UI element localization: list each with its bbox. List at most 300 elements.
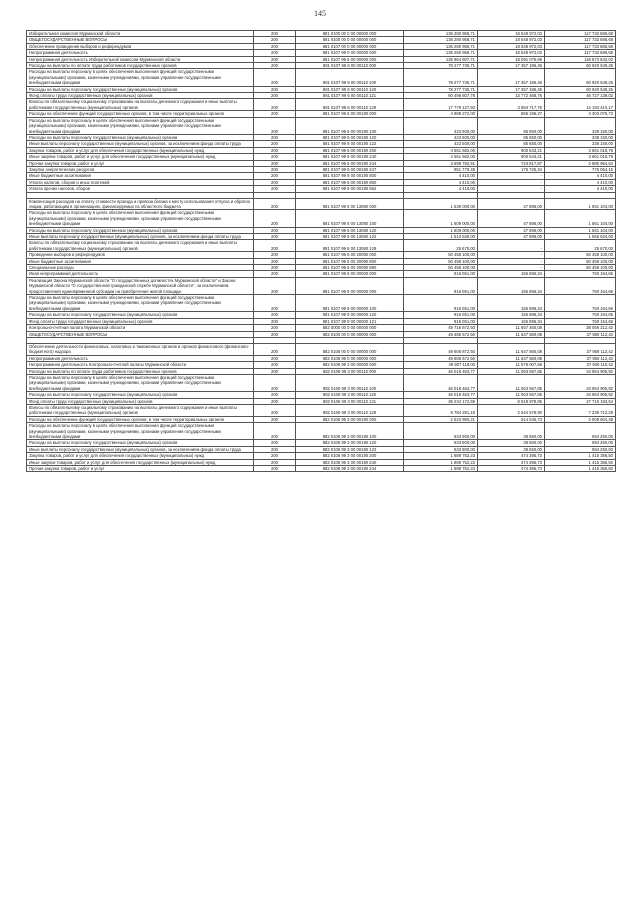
classification-code-cell: 881 0100 00 0 00 00000 000 xyxy=(296,37,404,43)
line-code-cell: 200 xyxy=(254,210,296,227)
classification-code-cell: 881 0107 99 6 00 00190 200 xyxy=(296,147,404,153)
expense-name-cell: Непрограммная деятельность Контрольно-счетной палаты Мурманской области xyxy=(27,362,254,368)
classification-code-cell: 881 0107 99 0 00 00000 000 xyxy=(296,50,404,56)
line-code-cell: 200 xyxy=(254,134,296,140)
approved-amount-cell: 951 779,49 xyxy=(404,166,478,172)
expense-name-cell: Расходы на выплаты персоналу государственных (муниципальных) органов xyxy=(27,392,254,398)
remaining-amount-cell: 46 727 139,02 xyxy=(545,93,616,99)
remaining-amount-cell: 338 150,00 xyxy=(545,117,616,134)
classification-code-cell: 882 0106 99 3 00 00190 100 xyxy=(296,423,404,440)
classification-code-cell: 881 0107 99 9 00 00000 121 xyxy=(296,318,404,324)
remaining-amount-cell: 14 193 410,17 xyxy=(545,99,616,111)
approved-amount-cell: 1 613 530,00 xyxy=(404,234,478,240)
approved-amount-cell: 4 410,00 xyxy=(404,173,478,179)
line-code-cell: 200 xyxy=(254,154,296,160)
remaining-amount-cell: 117 733 886,68 xyxy=(545,31,616,37)
expense-name-cell: Расходы на выплаты персоналу в целях обеспечения выполнения функций государственными (муниципальными) органами, казенными учреждениями, органами управления государственными внебюджетными фондами xyxy=(27,69,254,86)
classification-code-cell: 881 0107 99 6 00 00190 100 xyxy=(296,117,404,134)
expense-name-cell: Избирательная комиссия Мурманской области xyxy=(27,31,254,37)
line-code-cell: 200 xyxy=(254,362,296,368)
approved-amount-cell: 50 458 100,00 xyxy=(404,252,478,258)
line-code-cell: 200 xyxy=(254,459,296,465)
expense-name-cell: Фонд оплаты труда государственных (муниципальных) органов xyxy=(27,318,254,324)
approved-amount-cell: 1 889 752,23 xyxy=(404,459,478,465)
expense-name-cell: Непрограммная деятельность xyxy=(27,50,254,56)
approved-amount-cell: 49 606 672,50 xyxy=(404,355,478,361)
approved-amount-cell: 136 280 958,71 xyxy=(404,50,478,56)
executed-amount-cell: 155 896,34 xyxy=(478,271,545,277)
expense-name-cell: Взносы по обязательному социальному страхованию на выплаты денежного содержания и иные выплаты работникам государственных (муниципальных) органов xyxy=(27,404,254,416)
classification-code-cell: 881 0107 99 6 00 00190 247 xyxy=(296,166,404,172)
line-code-cell: 200 xyxy=(254,446,296,452)
executed-amount-cell: 18 548 972,03 xyxy=(478,43,545,49)
executed-amount-cell: 47 896,00 xyxy=(478,234,545,240)
remaining-amount-cell: 25 670,00 xyxy=(545,240,616,252)
table-row xyxy=(27,210,616,227)
remaining-amount-cell: 50 458 100,00 xyxy=(545,265,616,271)
table-row xyxy=(27,295,616,312)
line-code-cell: 200 xyxy=(254,398,296,404)
budget-table xyxy=(26,30,616,472)
remaining-amount-cell: 594 250,00 xyxy=(545,440,616,446)
classification-code-cell: 881 0100 00 0 00 00000 000 xyxy=(296,31,404,37)
executed-amount-cell: 900 543,21 xyxy=(478,147,545,153)
remaining-amount-cell: 4 410,00 xyxy=(545,179,616,185)
expense-name-cell: Проведение выборов и референдумов xyxy=(27,252,254,258)
remaining-amount-cell: 338 150,00 xyxy=(545,134,616,140)
table-row xyxy=(27,99,616,111)
executed-amount-cell: 13 772 468,76 xyxy=(478,93,545,99)
budget-table-body xyxy=(27,31,616,472)
classification-code-cell: 882 0106 99 3 00 00110 129 xyxy=(296,404,404,416)
line-code-cell: 200 xyxy=(254,258,296,264)
remaining-amount-cell: 760 154,66 xyxy=(545,271,616,277)
executed-amount-cell: - xyxy=(478,179,545,185)
classification-code-cell: 881 0107 99 6 00 00110 100 xyxy=(296,69,404,86)
classification-code-cell: 881 0107 99 6 00 00110 121 xyxy=(296,93,404,99)
remaining-amount-cell: 2 009 604,48 xyxy=(545,416,616,422)
approved-amount-cell: 1 609 000,00 xyxy=(404,210,478,227)
executed-amount-cell: - xyxy=(478,240,545,252)
approved-amount-cell: 3 699 782,51 xyxy=(404,160,478,166)
approved-amount-cell: 1 889 752,23 xyxy=(404,453,478,459)
line-code-cell: 200 xyxy=(254,69,296,86)
line-code-cell: 200 xyxy=(254,453,296,459)
expense-name-cell: Контрольно-счетная палата Мурманской области xyxy=(27,325,254,331)
expense-name-cell: Иные бюджетные ассигнования xyxy=(27,173,254,179)
expense-name-cell: Расходы на выплаты персоналу государственных (муниципальных) органов xyxy=(27,312,254,318)
remaining-amount-cell: 4 410,00 xyxy=(545,186,616,192)
classification-code-cell: 881 0107 99 6 00 20090 000 xyxy=(296,252,404,258)
classification-code-cell: 882 0106 99 3 00 00110 000 xyxy=(296,368,404,374)
expense-name-cell: Расходы на выплаты персоналу в целях обеспечения выполнения функций государственными (муниципальными) органами, казенными учреждениями, органами управления государственными внебюджетными фондами xyxy=(27,117,254,134)
table-row xyxy=(27,466,616,472)
executed-amount-cell: 17 357 186,46 xyxy=(478,86,545,92)
remaining-amount-cell: 594 250,00 xyxy=(545,423,616,440)
approved-amount-cell: 916 051,00 xyxy=(404,271,478,277)
expense-name-cell: Обеспечение проведения выборов и референдумов xyxy=(27,43,254,49)
table-row xyxy=(27,117,616,134)
line-code-cell: 200 xyxy=(254,198,296,210)
executed-amount-cell: 474 395,73 xyxy=(478,466,545,472)
executed-amount-cell: 11 063 557,85 xyxy=(478,374,545,391)
executed-amount-cell: 474 395,73 xyxy=(478,453,545,459)
remaining-amount-cell: 1 565 634,00 xyxy=(545,234,616,240)
line-code-cell: 200 xyxy=(254,331,296,337)
approved-amount-cell: 36 234 172,59 xyxy=(404,398,478,404)
expense-name-cell: Расходы на обеспечение функций государственных органов, в том числе территориальных органов xyxy=(27,416,254,422)
approved-amount-cell: 916 051,00 xyxy=(404,318,478,324)
classification-code-cell: 881 0107 99 9 00 00000 000 xyxy=(296,277,404,294)
approved-amount-cell: 916 051,00 xyxy=(404,277,478,294)
executed-amount-cell: 17 357 186,46 xyxy=(478,69,545,86)
executed-amount-cell: 514 045,73 xyxy=(478,416,545,422)
expense-name-cell: Фонд оплаты труда государственных (муниципальных) органов xyxy=(27,398,254,404)
remaining-amount-cell: 37 930 110,42 xyxy=(545,362,616,368)
classification-code-cell: 882 0106 99 3 00 00110 121 xyxy=(296,398,404,404)
executed-amount-cell: 47 896,00 xyxy=(478,210,545,227)
expense-name-cell: ОБЩЕГОСУДАРСТВЕННЫЕ ВОПРОСЫ xyxy=(27,37,254,43)
classification-code-cell: 881 0107 99 6 00 13080 120 xyxy=(296,227,404,233)
classification-code-cell: 881 0107 99 6 00 00110 120 xyxy=(296,86,404,92)
approved-amount-cell: 4 561 562,00 xyxy=(404,154,478,160)
executed-amount-cell: 155 896,34 xyxy=(478,312,545,318)
classification-code-cell: 881 0107 99 6 00 13080 100 xyxy=(296,210,404,227)
executed-amount-cell: 11 647 560,08 xyxy=(478,331,545,337)
executed-amount-cell: 39 650,00 xyxy=(478,423,545,440)
remaining-amount-cell: 338 150,00 xyxy=(545,141,616,147)
approved-amount-cell: 423 500,00 xyxy=(404,117,478,134)
classification-code-cell: 881 0107 99 6 00 00190 240 xyxy=(296,154,404,160)
approved-amount-cell: 4 410,00 xyxy=(404,186,478,192)
remaining-amount-cell: 760 154,66 xyxy=(545,277,616,294)
executed-amount-cell: 155 896,34 xyxy=(478,277,545,294)
remaining-amount-cell: 3 661 018,79 xyxy=(545,147,616,153)
executed-amount-cell: 900 543,21 xyxy=(478,154,545,160)
line-code-cell: 200 xyxy=(254,374,296,391)
classification-code-cell: 882 0106 00 0 00 00000 000 xyxy=(296,343,404,355)
approved-amount-cell: 916 051,00 xyxy=(404,312,478,318)
expense-name-cell: Расходы на выплаты по оплате труда работников государственных органов xyxy=(27,63,254,69)
expense-name-cell: Расходы на выплаты персоналу государственных (муниципальных) органов xyxy=(27,227,254,233)
approved-amount-cell: 49 486 672,50 xyxy=(404,331,478,337)
classification-code-cell: 881 0107 99 6 00 00190 800 xyxy=(296,173,404,179)
classification-code-cell: 882 0106 99 3 00 00110 120 xyxy=(296,392,404,398)
executed-amount-cell: 155 896,34 xyxy=(478,295,545,312)
classification-code-cell: 882 0106 99 3 00 00000 000 xyxy=(296,362,404,368)
expense-name-cell: Иные бюджетные ассигнования xyxy=(27,258,254,264)
line-code-cell: 200 xyxy=(254,179,296,185)
classification-code-cell: 881 0107 99 6 00 00190 000 xyxy=(296,111,404,117)
remaining-amount-cell: 37 959 112,42 xyxy=(545,331,616,337)
remaining-amount-cell: 1 561 104,00 xyxy=(545,227,616,233)
line-code-cell: 200 xyxy=(254,271,296,277)
executed-amount-cell: 155 896,34 xyxy=(478,318,545,324)
approved-amount-cell: 17 779 127,93 xyxy=(404,99,478,111)
executed-amount-cell: 11 647 560,08 xyxy=(478,343,545,355)
executed-amount-cell: 47 896,00 xyxy=(478,198,545,210)
executed-amount-cell: 18 091 075,69 xyxy=(478,56,545,62)
expense-name-cell: Уплата налогов, сборов и иных платежей xyxy=(27,179,254,185)
expense-name-cell: Прочая закупка товаров, работ и услуг xyxy=(27,160,254,166)
line-code-cell: 200 xyxy=(254,186,296,192)
line-code-cell: 200 xyxy=(254,111,296,117)
executed-amount-cell: 85 650,00 xyxy=(478,134,545,140)
classification-code-cell: 882 0106 99 3 00 00110 100 xyxy=(296,374,404,391)
remaining-amount-cell: 118 873 532,02 xyxy=(545,56,616,62)
expense-name-cell: Специальные расходы xyxy=(27,265,254,271)
remaining-amount-cell: 34 954 905,92 xyxy=(545,392,616,398)
approved-amount-cell: 916 051,00 xyxy=(404,295,478,312)
approved-amount-cell: 1 639 000,00 xyxy=(404,198,478,210)
executed-amount-cell: - xyxy=(478,173,545,179)
classification-code-cell: 881 0107 99 9 00 00000 100 xyxy=(296,295,404,312)
remaining-amount-cell: 775 054,15 xyxy=(545,166,616,172)
remaining-amount-cell: 2 885 964,64 xyxy=(545,160,616,166)
expense-name-cell: Расходы на выплаты персоналу в целях обеспечения выполнения функций государственными (муниципальными) органами, казенными учреждениями, органами управления государственными внебюджетными фондами xyxy=(27,374,254,391)
line-code-cell: 200 xyxy=(254,86,296,92)
line-code-cell: 200 xyxy=(254,318,296,324)
approved-amount-cell: 50 458 100,00 xyxy=(404,258,478,264)
classification-code-cell: 881 0107 99 6 00 00110 000 xyxy=(296,63,404,69)
remaining-amount-cell: 37 959 112,42 xyxy=(545,343,616,355)
line-code-cell: 200 xyxy=(254,343,296,355)
approved-amount-cell: 633 900,00 xyxy=(404,446,478,452)
approved-amount-cell: 78 277 735,71 xyxy=(404,63,478,69)
approved-amount-cell: 50 458 100,00 xyxy=(404,265,478,271)
approved-amount-cell: 136 280 958,71 xyxy=(404,43,478,49)
line-code-cell: 200 xyxy=(254,240,296,252)
remaining-amount-cell: 50 458 100,00 xyxy=(545,252,616,258)
line-code-cell: 200 xyxy=(254,277,296,294)
expense-name-cell: Расходы на обеспечение функций государственных органов, в том числе территориальных органов xyxy=(27,111,254,117)
remaining-amount-cell: 117 733 886,68 xyxy=(545,37,616,43)
remaining-amount-cell: 760 154,66 xyxy=(545,312,616,318)
expense-name-cell: Расходы на выплаты по оплате труда работников государственных органов xyxy=(27,368,254,374)
expense-name-cell: Непрограммная деятельность xyxy=(27,355,254,361)
executed-amount-cell: 11 657 460,08 xyxy=(478,325,545,331)
executed-amount-cell: 474 395,73 xyxy=(478,459,545,465)
executed-amount-cell: 47 896,00 xyxy=(478,227,545,233)
approved-amount-cell: 78 277 735,71 xyxy=(404,86,478,92)
expense-name-cell: Расходы на выплаты персоналу в целях обеспечения выполнения функций государственными (муниципальными) органами, казенными учреждениями, органами управления государственными внебюджетными фондами xyxy=(27,210,254,227)
remaining-amount-cell: 117 733 886,68 xyxy=(545,50,616,56)
executed-amount-cell: 85 650,00 xyxy=(478,141,545,147)
line-code-cell: 200 xyxy=(254,227,296,233)
executed-amount-cell: 3 584 717,76 xyxy=(478,99,545,111)
classification-code-cell: 882 0100 00 0 00 00000 000 xyxy=(296,331,404,337)
approved-amount-cell: 60 498 607,78 xyxy=(404,93,478,99)
remaining-amount-cell: 27 715 193,64 xyxy=(545,398,616,404)
expense-name-cell: Иные закупки товаров, работ и услуг для обеспечения государственных (муниципальных) нужд xyxy=(27,154,254,160)
approved-amount-cell: 49 716 672,50 xyxy=(404,325,478,331)
approved-amount-cell: 633 900,00 xyxy=(404,423,478,440)
expense-name-cell: Прочая закупка товаров, работ и услуг xyxy=(27,466,254,472)
expense-name-cell: Иные выплаты персоналу государственных (муниципальных) органов, за исключением фонда оплаты труда xyxy=(27,446,254,452)
line-code-cell: 200 xyxy=(254,312,296,318)
line-code-cell: 200 xyxy=(254,234,296,240)
approved-amount-cell: 2 523 950,21 xyxy=(404,416,478,422)
remaining-amount-cell: 1 591 104,00 xyxy=(545,198,616,210)
line-code-cell: 200 xyxy=(254,295,296,312)
executed-amount-cell: - xyxy=(478,265,545,271)
remaining-amount-cell: 3 661 018,79 xyxy=(545,154,616,160)
executed-amount-cell: 39 650,00 xyxy=(478,440,545,446)
classification-code-cell: 881 0107 99 6 00 00190 852 xyxy=(296,186,404,192)
classification-code-cell: 882 0000 00 0 00 00000 000 xyxy=(296,325,404,331)
line-code-cell: 200 xyxy=(254,50,296,56)
line-code-cell: 200 xyxy=(254,31,296,37)
line-code-cell: 200 xyxy=(254,368,296,374)
classification-code-cell: 881 0107 99 6 00 13080 122 xyxy=(296,234,404,240)
line-code-cell: 200 xyxy=(254,416,296,422)
classification-code-cell: 881 0107 99 6 00 00190 120 xyxy=(296,134,404,140)
remaining-amount-cell: 1 415 356,50 xyxy=(545,453,616,459)
expense-name-cell: Фонд оплаты труда государственных (муниципальных) органов xyxy=(27,93,254,99)
remaining-amount-cell: 60 920 549,25 xyxy=(545,63,616,69)
approved-amount-cell: 423 500,00 xyxy=(404,141,478,147)
line-code-cell: 200 xyxy=(254,56,296,62)
line-code-cell: 200 xyxy=(254,325,296,331)
expense-name-cell: Расходы на выплаты персоналу в целях обеспечения выполнения функций государственными (муниципальными) органами, казенными учреждениями, органами управления государственными внебюджетными фондами xyxy=(27,295,254,312)
line-code-cell: 200 xyxy=(254,404,296,416)
approved-amount-cell: 423 500,00 xyxy=(404,134,478,140)
remaining-amount-cell: 594 250,00 xyxy=(545,446,616,452)
expense-name-cell: Закупка энергетических ресурсов xyxy=(27,166,254,172)
remaining-amount-cell: 1 415 356,50 xyxy=(545,466,616,472)
executed-amount-cell: 666 195,27 xyxy=(478,111,545,117)
remaining-amount-cell: 7 239 712,28 xyxy=(545,404,616,416)
classification-code-cell: 882 0106 99 3 00 00190 200 xyxy=(296,453,404,459)
classification-code-cell: 881 0107 99 6 00 20090 800 xyxy=(296,258,404,264)
executed-amount-cell: 17 357 186,46 xyxy=(478,63,545,69)
line-code-cell: 200 xyxy=(254,43,296,49)
remaining-amount-cell: 60 920 549,25 xyxy=(545,86,616,92)
line-code-cell: 200 xyxy=(254,141,296,147)
line-code-cell: 200 xyxy=(254,265,296,271)
executed-amount-cell: 18 548 972,03 xyxy=(478,50,545,56)
approved-amount-cell: 49 606 672,50 xyxy=(404,343,478,355)
expense-name-cell: Компенсация расходов на оплату стоимости проезда и провоза багажа к месту использования отпуска и обратно лицам, работающим в организациях, финансируемых из областного бюджета xyxy=(27,198,254,210)
executed-amount-cell: 176 725,34 xyxy=(478,166,545,172)
approved-amount-cell: 135 964 607,71 xyxy=(404,56,478,62)
classification-code-cell: 882 0106 99 3 00 00190 244 xyxy=(296,466,404,472)
line-code-cell: 200 xyxy=(254,147,296,153)
executed-amount-cell: 18 548 972,03 xyxy=(478,31,545,37)
classification-code-cell: 882 0106 99 3 00 00190 000 xyxy=(296,416,404,422)
expense-name-cell: ОБЩЕГОСУДАРСТВЕННЫЕ ВОПРОСЫ xyxy=(27,331,254,337)
remaining-amount-cell: 4 410,00 xyxy=(545,173,616,179)
approved-amount-cell: 78 277 735,71 xyxy=(404,69,478,86)
expense-name-cell: Обеспечение деятельности финансовых, налоговых и таможенных органов и органов финансового (финансово-бюджетного) надзора xyxy=(27,343,254,355)
classification-code-cell: 881 0107 99 6 00 00190 850 xyxy=(296,179,404,185)
executed-amount-cell: 11 063 557,85 xyxy=(478,368,545,374)
expense-name-cell: Иные закупки товаров, работ и услуг для обеспечения государственных (муниципальных) нужд xyxy=(27,459,254,465)
remaining-amount-cell: 37 959 112,42 xyxy=(545,355,616,361)
line-code-cell: 200 xyxy=(254,63,296,69)
expense-name-cell: Закупка товаров, работ и услуг для обеспечения государственных (муниципальных) нужд xyxy=(27,147,254,153)
classification-code-cell: 881 0107 99 6 00 00000 000 xyxy=(296,56,404,62)
approved-amount-cell: 46 018 463,77 xyxy=(404,368,478,374)
approved-amount-cell: 136 280 958,71 xyxy=(404,31,478,37)
executed-amount-cell: 2 544 578,90 xyxy=(478,404,545,416)
line-code-cell: 200 xyxy=(254,37,296,43)
table-row xyxy=(27,240,616,252)
approved-amount-cell: 25 670,00 xyxy=(404,240,478,252)
remaining-amount-cell: 1 561 104,00 xyxy=(545,210,616,227)
table-row xyxy=(27,423,616,440)
table-row xyxy=(27,374,616,391)
line-code-cell: 200 xyxy=(254,423,296,440)
expense-name-cell: Закупка товаров, работ и услуг для обеспечения государственных (муниципальных) нужд xyxy=(27,453,254,459)
classification-code-cell: 881 0107 99 6 00 00190 122 xyxy=(296,141,404,147)
remaining-amount-cell: 38 059 212,42 xyxy=(545,325,616,331)
classification-code-cell: 881 0107 99 9 00 00000 000 xyxy=(296,271,404,277)
classification-code-cell: 882 0106 99 0 00 00000 000 xyxy=(296,355,404,361)
expense-name-cell: Иные выплаты персоналу государственных (муниципальных) органов, за исключением фонда оплаты труда xyxy=(27,141,254,147)
classification-code-cell: 882 0106 99 3 00 00190 240 xyxy=(296,459,404,465)
line-code-cell: 200 xyxy=(254,99,296,111)
executed-amount-cell: 11 647 560,08 xyxy=(478,355,545,361)
classification-code-cell: 881 0107 99 6 00 20090 880 xyxy=(296,265,404,271)
table-row xyxy=(27,198,616,210)
approved-amount-cell: 1 609 000,00 xyxy=(404,227,478,233)
executed-amount-cell: 39 650,00 xyxy=(478,446,545,452)
remaining-amount-cell: 34 954 905,92 xyxy=(545,374,616,391)
expense-name-cell: Расходы на выплаты персоналу государственных (муниципальных) органов xyxy=(27,440,254,446)
remaining-amount-cell: 60 920 549,25 xyxy=(545,69,616,86)
expense-name-cell: Иные выплаты персоналу государственных (муниципальных) органов, за исключением фонда оплаты труда xyxy=(27,234,254,240)
executed-amount-cell: - xyxy=(478,186,545,192)
approved-amount-cell: 4 989 272,00 xyxy=(404,111,478,117)
executed-amount-cell: 8 518 978,95 xyxy=(478,398,545,404)
approved-amount-cell: 49 507 118,00 xyxy=(404,362,478,368)
approved-amount-cell: 46 018 463,77 xyxy=(404,392,478,398)
remaining-amount-cell: 760 154,66 xyxy=(545,318,616,324)
approved-amount-cell: 1 889 752,23 xyxy=(404,466,478,472)
expense-name-cell: Расходы на выплаты персоналу государственных (муниципальных) органов xyxy=(27,86,254,92)
line-code-cell: 200 xyxy=(254,173,296,179)
remaining-amount-cell: 50 458 100,00 xyxy=(545,258,616,264)
expense-name-cell: Взносы по обязательному социальному страхованию на выплаты денежного содержания и иные выплаты работникам государственных (муниципальных) органов xyxy=(27,240,254,252)
expense-name-cell: Иная непрограммная деятельность xyxy=(27,271,254,277)
line-code-cell: 200 xyxy=(254,117,296,134)
executed-amount-cell: 11 063 557,85 xyxy=(478,392,545,398)
remaining-amount-cell: 117 733 886,68 xyxy=(545,43,616,49)
expense-name-cell: Взносы по обязательному социальному страхованию на выплаты денежного содержания и иные выплаты работникам государственных (муниципальных) органов xyxy=(27,99,254,111)
approved-amount-cell: 46 018 463,77 xyxy=(404,374,478,391)
approved-amount-cell: 136 280 958,71 xyxy=(404,37,478,43)
table-row xyxy=(27,404,616,416)
line-code-cell: 200 xyxy=(254,392,296,398)
classification-code-cell: 881 0107 99 6 00 13080 129 xyxy=(296,240,404,252)
expense-name-cell: Расходы на выплаты персоналу в целях обеспечения выполнения функций государственными (муниципальными) органами, казенными учреждениями, органами управления государственными внебюджетными фондами xyxy=(27,423,254,440)
approved-amount-cell: 633 900,00 xyxy=(404,440,478,446)
remaining-amount-cell: 1 415 356,50 xyxy=(545,459,616,465)
expense-name-cell: Непрограммная деятельность Избирательной комиссии Мурманской области xyxy=(27,56,254,62)
classification-code-cell: 881 0107 99 6 00 13080 000 xyxy=(296,198,404,210)
classification-code-cell: 881 0107 99 6 00 00110 129 xyxy=(296,99,404,111)
approved-amount-cell: 4 561 562,00 xyxy=(404,147,478,153)
executed-amount-cell: 85 650,00 xyxy=(478,117,545,134)
remaining-amount-cell: 34 954 905,92 xyxy=(545,368,616,374)
expense-name-cell: Расходы на выплаты персоналу государственных (муниципальных) органов xyxy=(27,134,254,140)
expense-name-cell: Уплата прочих налогов, сборов xyxy=(27,186,254,192)
line-code-cell: 200 xyxy=(254,252,296,258)
line-code-cell: 200 xyxy=(254,466,296,472)
approved-amount-cell: 9 784 291,18 xyxy=(404,404,478,416)
classification-code-cell: 882 0106 99 3 00 00190 120 xyxy=(296,440,404,446)
